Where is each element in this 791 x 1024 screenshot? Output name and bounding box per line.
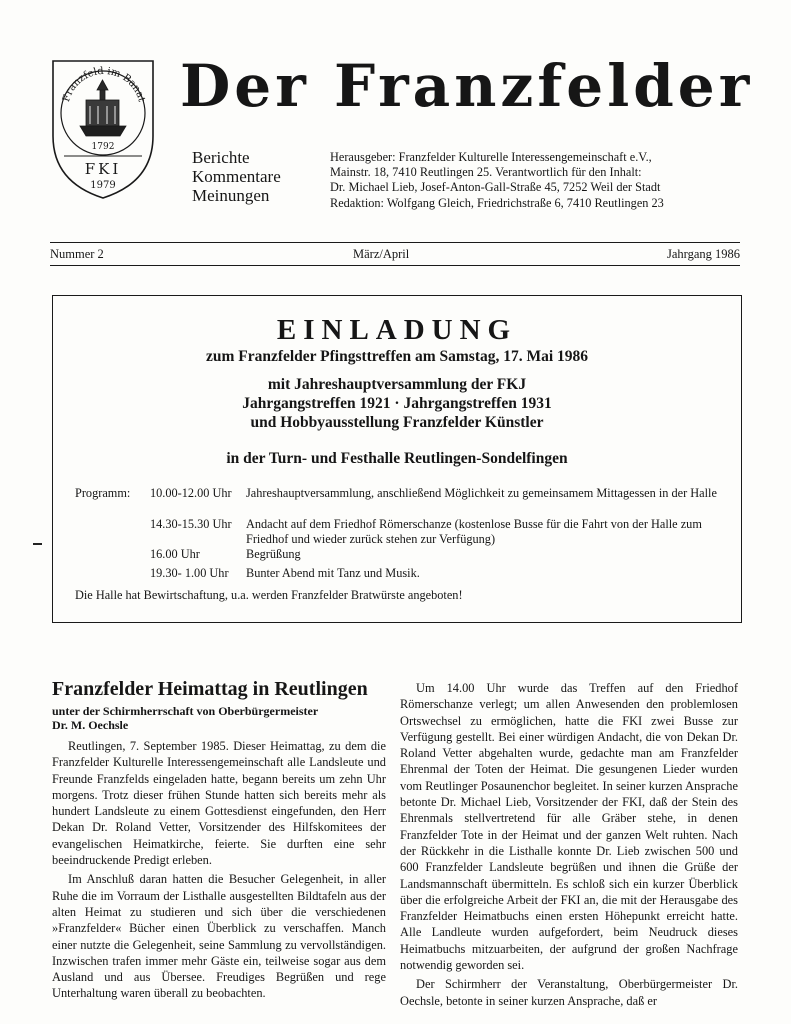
program-time: 14.30-15.30 Uhr [150, 517, 232, 531]
issue-year: Jahrgang 1986 [666, 247, 740, 261]
invitation-line: Jahrgangstreffen 1921 · Jahrgangstreffen 1931 [242, 395, 552, 412]
article-paragraph: Im Anschluß daran hatten die Besucher Gelegenheit, in aller Ruhe die im Vorraum der Listhalle ausgestellten Bildtafeln aus der alten Heimat zu studieren und sich über die verschiedenen »Franzfelder« Bücher einen Überblick zu verschaffen. Manch einer nutzte die Gelegenheit, seine Sammlung zu vervollständigen. Inzwischen trafen immer mehr Gäste ein, teilweise sogar aus dem Ausland und aus Übersee. Freudiges Begrüßen und rege Unterhaltung waren überall zu beobachten. [52, 872, 386, 1001]
publisher-line: Mainstr. 18, 7410 Reutlingen 25. Verantwortlich für den Inhalt: [330, 165, 642, 180]
issue-date: März/April [353, 247, 410, 261]
emblem-year-org: 1979 [90, 180, 116, 191]
program-time: 19.30- 1.00 Uhr [150, 566, 229, 580]
article-subtitle-line: Dr. M. Oechsle [52, 718, 129, 732]
invitation-line: mit Jahreshauptversammlung der FKJ [267, 376, 527, 393]
article-column-right [400, 680, 738, 1009]
program-label: Programm: [75, 486, 131, 500]
article-title: Franzfelder Heimattag in Reutlingen [52, 678, 368, 700]
invitation-box [52, 295, 742, 623]
article-paragraph: Reutlingen, 7. September 1985. Dieser Heimattag, zu dem die Franzfelder Kulturelle Interessengemeinschaft alle Landsleute und Freunde Franzfelds eingeladen hatte, begann bereits um zehn Uhr morgens. Trotz dieser frühen Stunde hatten sich bereits mehr als hundert Landsleute zu einem Gottesdienst eingefunden, den Herr Dekan Dr. Roland Vetter, Vorsitzender des Hilfskomitees der evangelischen Heimatkirche, feierte. Sie durften eine sehr beeindruckende Predigt erleben. [52, 739, 386, 868]
program-time: 16.00 Uhr [150, 547, 200, 561]
emblem-year-town: 1792 [91, 142, 115, 152]
program-description: Begrüßung [246, 547, 301, 561]
publisher-line: Dr. Michael Lieb, Josef-Anton-Gall-Straße 45, 7252 Weil der Stadt [330, 180, 661, 195]
program-time: 10.00-12.00 Uhr [150, 486, 232, 500]
margin-mark [33, 543, 42, 545]
article-subtitle [52, 704, 318, 732]
article-paragraph: Der Schirmherr der Veranstaltung, Oberbürgermeister Dr. Oechsle, betonte in seiner kurzen Ansprache, daß er [400, 977, 738, 1008]
article-subtitle-line: unter der Schirmherrschaft von Oberbürgermeister [52, 704, 319, 718]
tagline [192, 148, 281, 205]
tagline-line: Kommentare [192, 167, 281, 186]
invitation-footnote: Die Halle hat Bewirtschaftung, u.a. werden Franzfelder Bratwürste angeboten! [75, 588, 463, 602]
invitation-heading: EINLADUNG [276, 314, 518, 346]
issue-number: Nummer 2 [50, 247, 104, 261]
tagline-line: Meinungen [192, 186, 270, 205]
invitation-line: und Hobbyausstellung Franzfelder Künstler [250, 414, 544, 431]
tagline-line: Berichte [192, 148, 250, 167]
masthead-title: Der Franzfelder [180, 52, 754, 120]
publisher-info [330, 150, 664, 211]
emblem-arc-text: Franzfeld im Banat [61, 65, 147, 104]
program-description: Jahreshauptversammlung, anschließend Möglichkeit zu gemeinsamem Mittagessen in der Halle [246, 486, 717, 500]
issue-bar [50, 242, 740, 266]
fki-emblem [50, 58, 156, 201]
emblem-org: FKI [84, 160, 122, 178]
publisher-line: Herausgeber: Franzfelder Kulturelle Interessengemeinschaft e.V., [330, 150, 652, 164]
publisher-line: Redaktion: Wolfgang Gleich, Friedrichstraße 6, 7410 Reutlingen 23 [330, 195, 664, 210]
invitation-subheading: zum Franzfelder Pfingsttreffen am Samstag, 17. Mai 1986 [205, 348, 589, 365]
invitation-venue: in der Turn- und Festhalle Reutlingen-Sondelfingen [226, 450, 568, 467]
church-tower-icon [50, 58, 156, 201]
article-column-left [52, 738, 386, 1002]
program-description: Andacht auf dem Friedhof Römerschanze (kostenlose Busse für die Fahrt von der Halle zum Friedhof und wieder zurück stehen zur Verfügung) [246, 517, 702, 546]
article-paragraph: Um 14.00 Uhr wurde das Treffen auf den Friedhof Römerschanze verlegt; um allen Anwesenden den problemlosen Ortswechsel zu ermöglichen, hatte die FKI zwei Busse zur Verfügung gestellt. Bei einer würdigen Andacht, die von Dekan Dr. Roland Vetter abgehalten wurde, gedachte man am Franzfelder Ehrenmal der Toten der Heimat. Die gesungenen Lieder wurden vom Reutlinger Posaunenchor begleitet. In seiner kurzen Ansprache betonte Dr. Michael Lieb, Vorsitzender der FKI, daß der Stein des Ehrenmals stellvertretend für alle Gräber stehe, in denen Franzfelder Tote in der Heimat und der ganzen Welt ruhten. Nach der Rückkehr in die Listhalle konnte Dr. Lieb zwischen 500 und 600 Franzfelder Landsleute begrüßen und ihnen die Grüße der Landsmannschaft übermitteln. Es schloß sich ein kurzer Überblick über die erfolgreiche Arbeit der FKI an, die mit der Herausgabe des Franzfelder Heimatbuchs einen ersten Höhepunkt erreicht hatte. Alle Landleute wurden aufgefordert, beim Neudruck dieses Heimatbuchs mitzuarbeiten, der aufgrund der großen Nachfrage notwendig geworden sei. [400, 681, 738, 973]
program-description: Bunter Abend mit Tanz und Musik. [246, 566, 420, 580]
